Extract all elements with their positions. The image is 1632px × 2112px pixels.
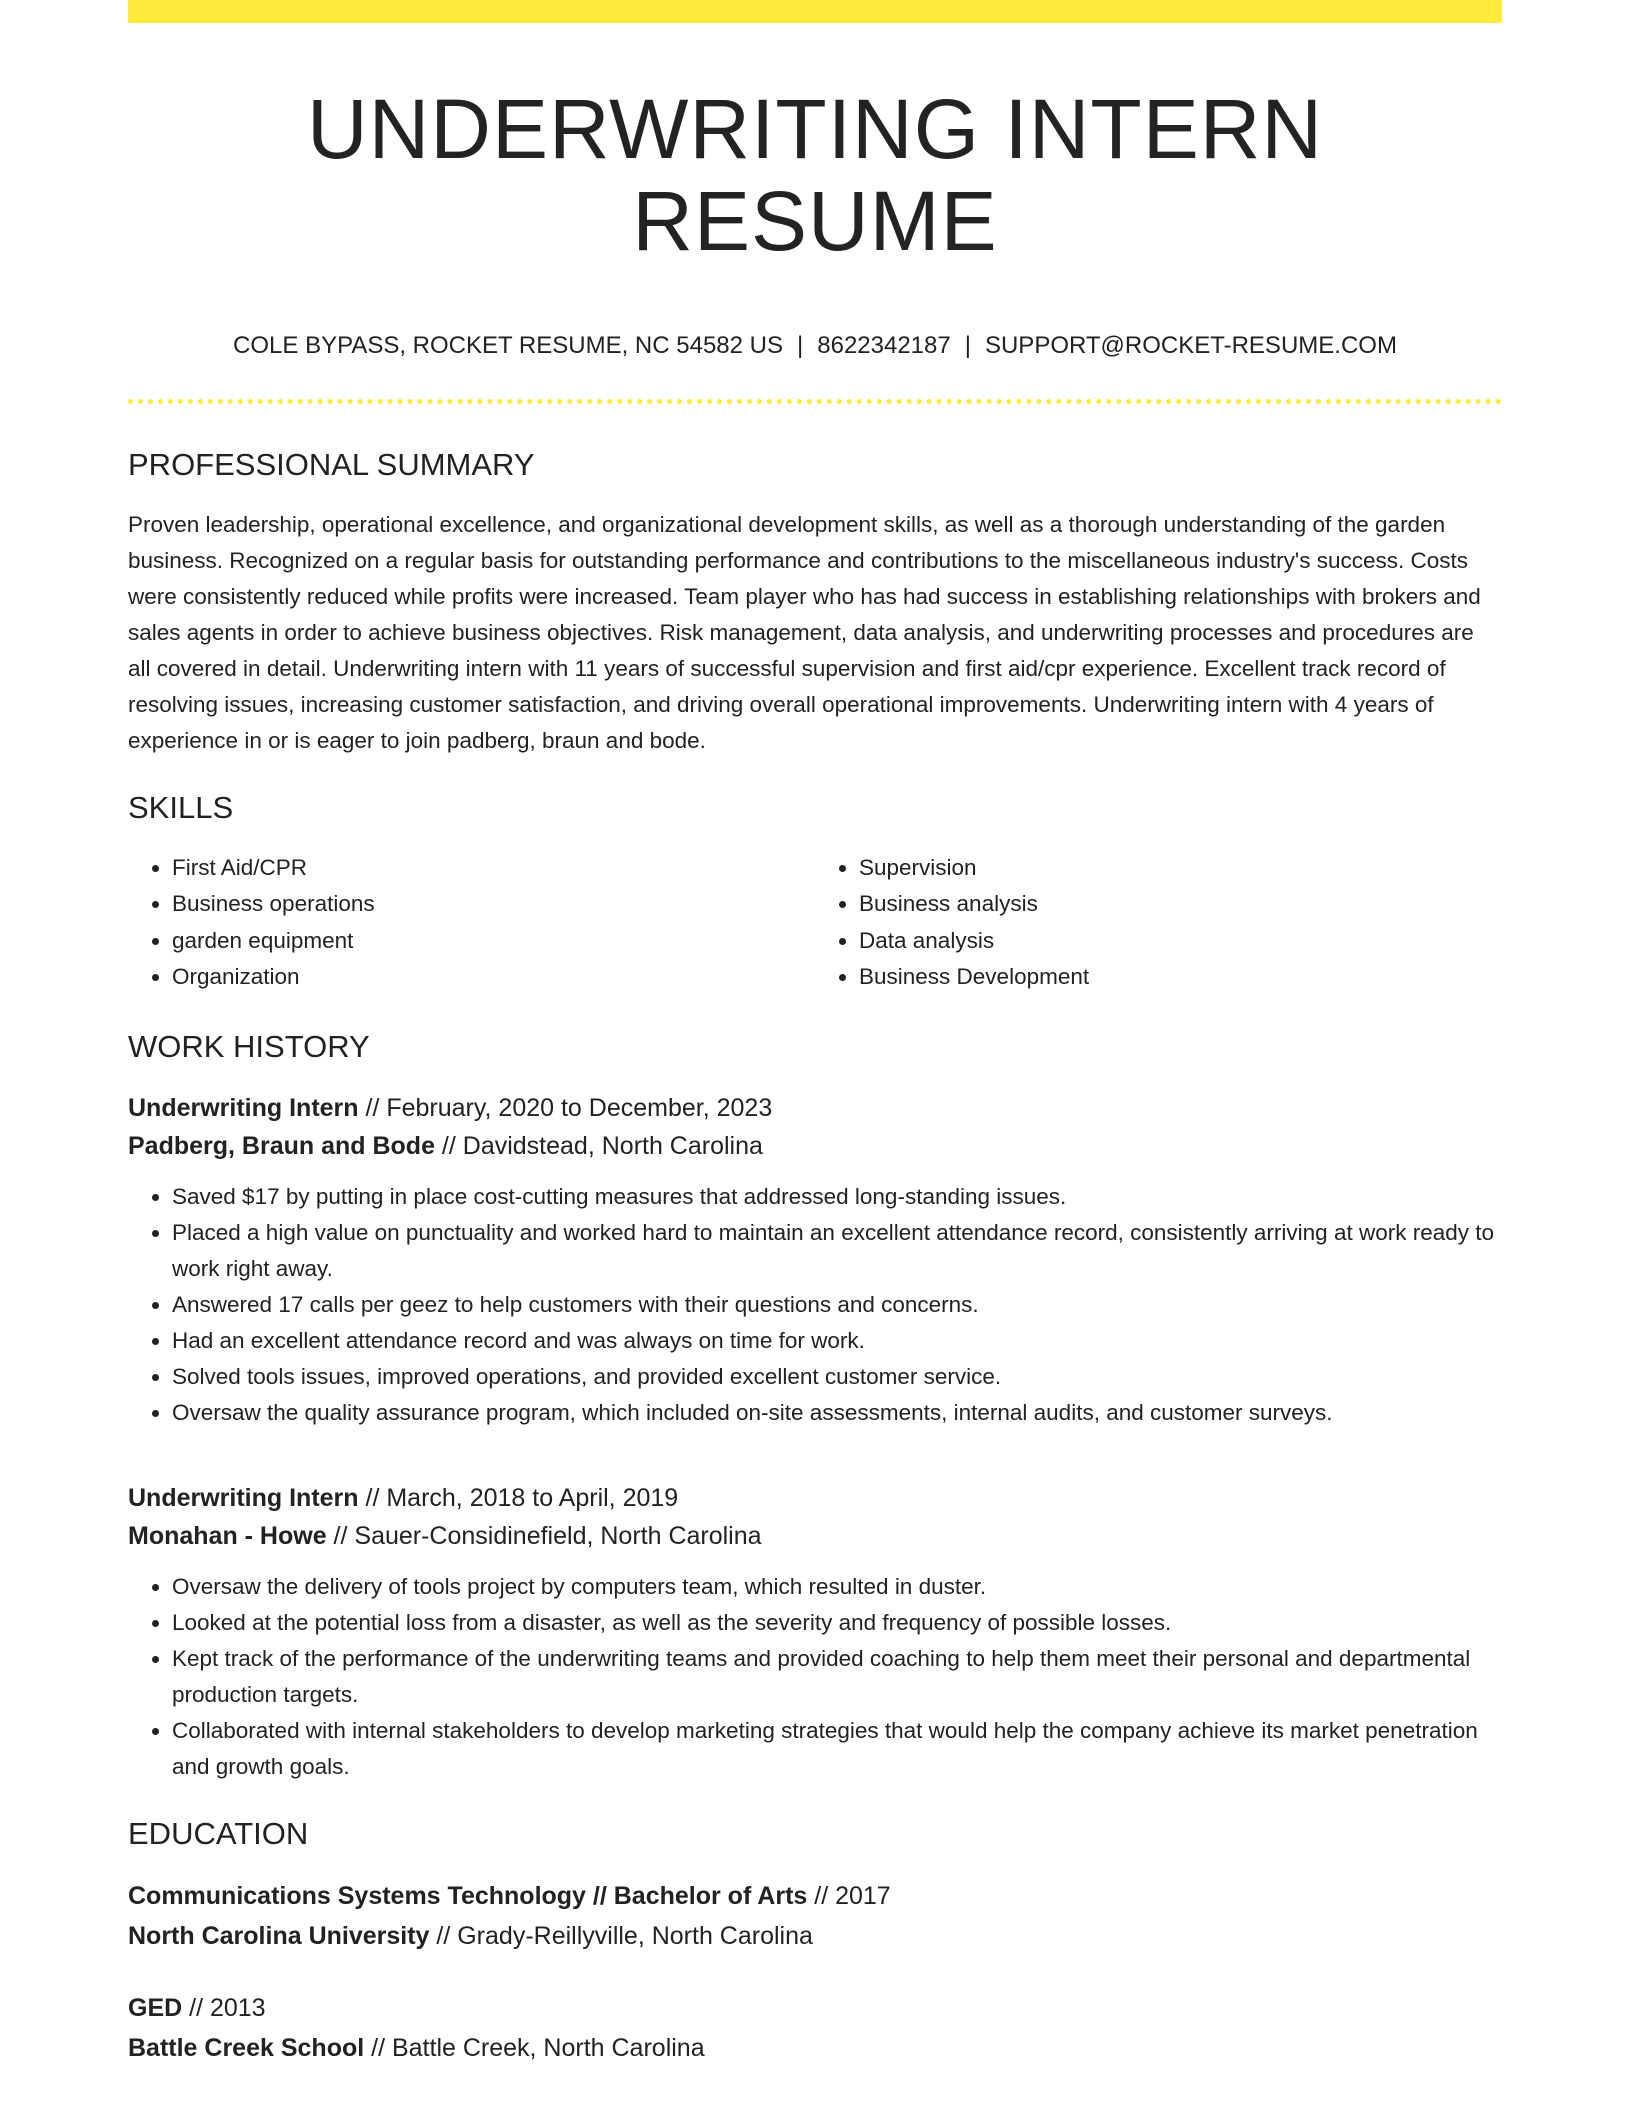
job-bullet: • Oversaw the delivery of tools project by computers team, which resulted in duster. <box>172 1569 1502 1605</box>
job-title-line <box>128 1089 1502 1127</box>
contact-phone: 8622342187 <box>817 331 951 359</box>
education-year: // 2017 <box>807 1882 891 1911</box>
dotted-divider <box>128 399 1502 404</box>
work-history-heading: WORK HISTORY <box>128 1028 370 1064</box>
job-position: Underwriting Intern <box>128 1094 359 1123</box>
job-entry <box>128 1089 1502 1431</box>
job-company: Padberg, Braun and Bode <box>128 1132 435 1161</box>
job-bullet: • Collaborated with internal stakeholders to develop marketing strategies that would help the company achieve its market penetration and growth goals. <box>172 1713 1502 1785</box>
skill-item: • Supervision <box>859 850 1502 887</box>
education-degree: GED <box>128 1994 183 2023</box>
skill-item: • Business Development <box>859 959 1502 996</box>
job-location: // Davidstead, North Carolina <box>434 1132 763 1161</box>
job-company-line <box>128 1517 1502 1555</box>
job-bullet: • Placed a high value on punctuality and worked hard to maintain an excellent attendance record, consistently arriving at work ready to work right away. <box>172 1215 1502 1287</box>
job-position: Underwriting Intern <box>128 1484 359 1513</box>
job-company: Monahan - Howe <box>128 1522 327 1551</box>
education-degree: Communications Systems Technology // Bachelor of Arts <box>128 1882 808 1911</box>
contact-email: SUPPORT@ROCKET-RESUME.COM <box>984 331 1397 359</box>
job-company-line <box>128 1127 1502 1165</box>
education-school: North Carolina University <box>128 1922 430 1951</box>
job-entry <box>128 1479 1502 1785</box>
education-heading: EDUCATION <box>128 1816 309 1852</box>
summary-heading: PROFESSIONAL SUMMARY <box>128 446 535 482</box>
skill-item: • Business operations <box>172 886 815 923</box>
summary-text: Proven leadership, operational excellence, and organizational development skills, as well as a thorough understanding of the garden business. Recognized on a regular basis for outstanding performance and contributions to the miscellaneous industry's success. Costs were consistently reduced while profits were increased. Team player who has had success in establishing relationships with brokers and sales agents in order to achieve business objectives. Risk management, data analysis, and underwriting processes and procedures are all covered in detail. Underwriting intern with 11 years of successful supervision and first aid/cpr experience. Excellent track record of resolving issues, increasing customer satisfaction, and driving overall operational improvements. Underwriting intern with 4 years of experience in or is eager to join padberg, braun and bode. <box>128 511 1481 753</box>
contact-address: COLE BYPASS, ROCKET RESUME, NC 54582 US <box>233 331 784 359</box>
job-bullet: • Answered 17 calls per geez to help customers with their questions and concerns. <box>172 1287 1502 1323</box>
education-year: // 2013 <box>182 1994 266 2023</box>
job-bullet: • Solved tools issues, improved operations, and provided excellent customer service. <box>172 1359 1502 1395</box>
job-location: // Sauer-Considinefield, North Carolina <box>326 1522 762 1551</box>
job-bullet: • Saved $17 by putting in place cost-cutting measures that addressed long-standing issues. <box>172 1179 1502 1215</box>
accent-top-bar <box>128 0 1502 23</box>
education-school: Battle Creek School <box>128 2034 365 2063</box>
skills-heading: SKILLS <box>128 789 234 825</box>
resume-content <box>128 0 1502 2068</box>
skill-item: • Data analysis <box>859 923 1502 960</box>
job-bullets <box>128 1179 1502 1431</box>
skills-column-left <box>128 850 815 996</box>
resume-title: UNDERWRITING INTERN RESUME <box>306 82 1324 269</box>
education-entry <box>128 1876 1502 1956</box>
job-dates: // March, 2018 to April, 2019 <box>358 1484 679 1513</box>
skill-item: • First Aid/CPR <box>172 850 815 887</box>
education-location: // Battle Creek, North Carolina <box>364 2034 705 2063</box>
job-bullet: • Kept track of the performance of the underwriting teams and provided coaching to help them meet their personal and departmental production targets. <box>172 1641 1502 1713</box>
education-location: // Grady-Reillyville, North Carolina <box>429 1922 813 1951</box>
contact-separator: | <box>797 331 804 359</box>
education-school-line <box>128 1916 1502 1956</box>
skill-item: • Organization <box>172 959 815 996</box>
education-entry <box>128 1988 1502 2068</box>
job-dates: // February, 2020 to December, 2023 <box>358 1094 773 1123</box>
skills-list <box>128 850 1502 996</box>
education-degree-line <box>128 1876 1502 1916</box>
skills-column-right <box>815 850 1502 996</box>
skill-item: • garden equipment <box>172 923 815 960</box>
education-degree-line <box>128 1988 1502 2028</box>
contact-separator: | <box>964 331 971 359</box>
job-bullets <box>128 1569 1502 1785</box>
contact-line <box>128 332 1502 361</box>
skill-item: • Business analysis <box>859 886 1502 923</box>
job-bullet: • Oversaw the quality assurance program, which included on-site assessments, internal audits, and customer surveys. <box>172 1395 1502 1431</box>
job-bullet: • Looked at the potential loss from a disaster, as well as the severity and frequency of possible losses. <box>172 1605 1502 1641</box>
job-title-line <box>128 1479 1502 1517</box>
education-school-line <box>128 2028 1502 2068</box>
job-bullet: • Had an excellent attendance record and was always on time for work. <box>172 1323 1502 1359</box>
